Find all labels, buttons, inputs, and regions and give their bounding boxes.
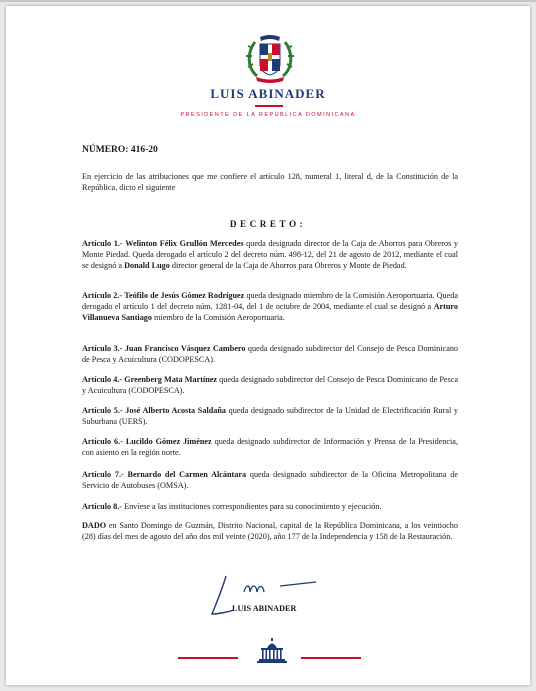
decree-number: NÚMERO: 416-20: [82, 145, 158, 155]
national-palace-icon: [255, 638, 289, 664]
appointee-name: Teófilo de Jesús Gómez Rodríguez: [124, 291, 245, 300]
article-4: [82, 375, 458, 397]
appointee-name: Welinton Félix Grullón Mercedes: [125, 239, 244, 248]
president-subtitle: PRESIDENTE DE LA REPÚBLICA DOMINICANA: [180, 112, 356, 118]
intro-paragraph: En ejercicio de las atribuciones que me confiere el artículo 128, numeral 1, literal d, de la Constitución de la República, dicto el siguiente: [82, 172, 458, 192]
appointee-name: José Alberto Acosta Saldaña: [125, 406, 227, 415]
article-text: queda designado subdirector del Consejo de Pesca Dominicano de Pesca y Acuicultura (CODOPESCA).: [82, 375, 458, 395]
dado-text: en Santo Domingo de Guzmán, Distrito Nacional, capital de la República Dominicana, a los veintiocho (28) días del mes de agosto del año dos mil veinte (2020), año 177 de la Independencia y 158 de la Restauración.: [82, 521, 458, 541]
article-text-end: miembro de la Comisión Aeroportuaria.: [152, 312, 285, 322]
article-5: [82, 406, 458, 428]
header-divider: [255, 105, 283, 107]
article-text: Envíese a las instituciones correspondientes para su conocimiento y ejecución.: [122, 502, 382, 511]
article-text: queda designado subdirector del Consejo de Pesca Dominicano de Pesca y Acuicultura (CODOPESCA).: [82, 344, 459, 364]
decree-heading: DECRETO:: [229, 219, 307, 229]
article-text: queda designado subdirector de la Unidad de Electrificación Rural y Suburbana (UERS).: [82, 406, 459, 426]
article-text: queda designado subdirector de Información y Prensa de la Presidencia, con asiento en la región norte.: [82, 437, 458, 457]
dado-paragraph: [82, 521, 458, 543]
article-6: [82, 437, 458, 459]
footer-divider-left: [178, 657, 238, 659]
article-3: [82, 344, 458, 366]
article-text: queda designado miembro de la Comisión Aeroportuaria. Queda derogado el artículo 1 del decreto núm. 1281-04, del 1 de octubre de 2004, mediante el cual se designó a: [82, 291, 458, 311]
article-7: [82, 470, 458, 492]
article-text-end: director general de la Caja de Ahorros para Obreros y Monte de Piedad.: [169, 260, 407, 270]
footer-divider-right: [301, 657, 361, 659]
appointee-name: Lucildo Gómez Jiménez: [125, 437, 212, 446]
article-1: [82, 239, 458, 272]
president-name: LUIS ABINADER: [210, 86, 326, 101]
article-label: Artículo 2.-: [82, 291, 123, 300]
article-label: Artículo 8.-: [82, 502, 123, 511]
article-label: Artículo 7.-: [82, 470, 124, 479]
appointee-name: Greenberg Mata Martínez: [124, 375, 218, 384]
article-label: Artículo 5.-: [82, 406, 123, 415]
appointee-name: Bernardo del Carmen Alcántara: [127, 470, 247, 479]
article-2: [82, 291, 458, 324]
signatory-name: LUIS ABINADER: [232, 604, 297, 613]
article-label: Artículo 6.-: [82, 437, 123, 446]
coat-of-arms-icon: [243, 32, 297, 84]
article-8: [82, 502, 458, 513]
appointee-name: Juan Francisco Vásquez Cambero: [124, 344, 246, 353]
article-text: queda designado director de la Caja de Ahorros para Obreros y Monte Piedad. Queda derogado el artículo 2 del decreto núm. 498-12, del 21 de agosto de 2012, mediante el cual se designó a: [82, 239, 458, 270]
replaced-name: Donald Lugo: [124, 260, 170, 270]
top-border: [0, 0, 536, 2]
dado-label: DADO: [82, 521, 107, 530]
article-label: Artículo 3.-: [82, 344, 123, 353]
article-text: queda designado subdirector de la Oficina Metropolitana de Servicio de Autobuses (OMSA).: [82, 470, 458, 490]
article-label: Artículo 4.-: [82, 375, 123, 384]
article-label: Artículo 1.-: [82, 239, 123, 248]
replaced-name: Arturo Villanueva Santiago: [82, 301, 458, 322]
